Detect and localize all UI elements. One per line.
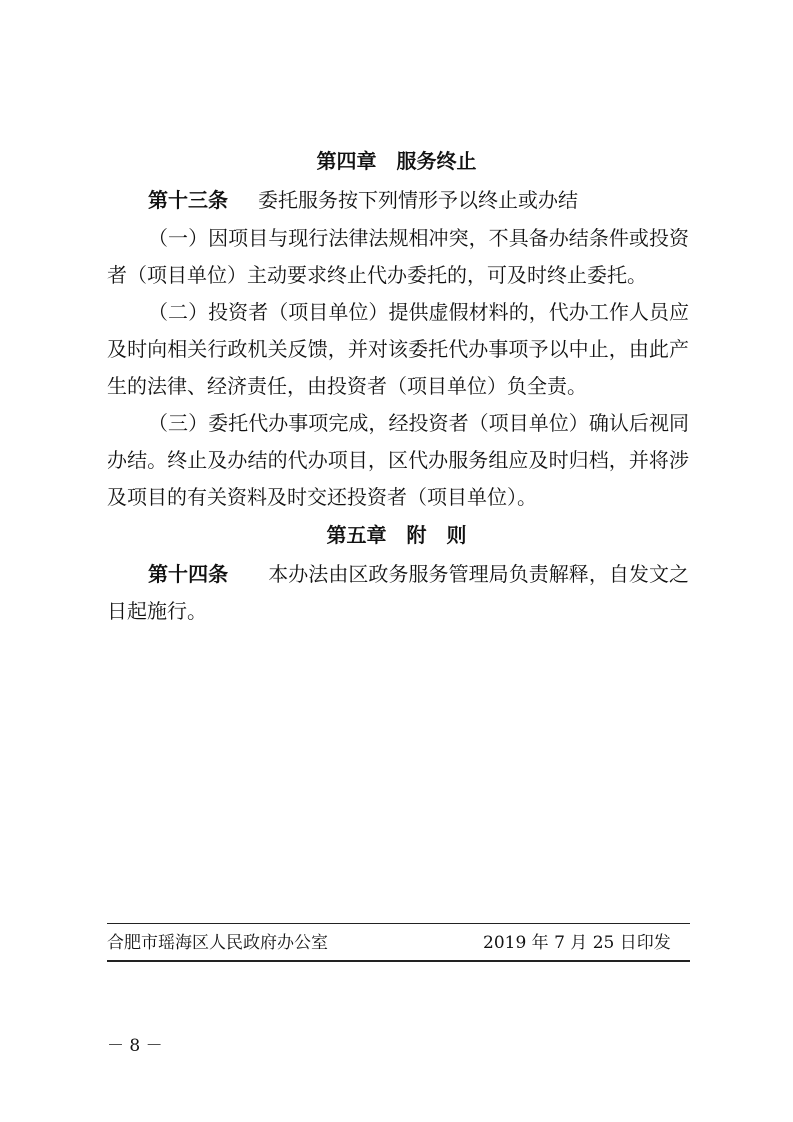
- article-13-item-1: （一）因项目与现行法律法规相冲突，不具备办结条件或投资者（项目单位）主动要求终止代办委托的，可及时终止委托。: [107, 226, 689, 287]
- footer-date: 2019 年 7 月 25 日印发: [483, 933, 671, 953]
- footer-issuer: 合肥市瑶海区人民政府办公室: [107, 933, 328, 953]
- chapter-4-heading: 第四章 服务终止: [316, 149, 477, 173]
- footer-bottom-rule: [107, 960, 690, 962]
- article-13-text: 委托服务按下列情形予以终止或办结: [258, 188, 578, 212]
- page-number: － 8 －: [107, 1036, 163, 1056]
- article-14-label: 第十四条: [148, 562, 229, 586]
- article-13-item-3: （三）委托代办事项完成，经投资者（项目单位）确认后视同办结。终止及办结的代办项目，区代办服务组应及时归档，并将涉及项目的有关资料及时交还投资者（项目单位）。: [107, 411, 689, 509]
- article-13-label: 第十三条: [148, 188, 228, 212]
- article-14-text: 本办法由区政务服务管理局负责解释，自发文之日起施行。: [107, 562, 690, 623]
- footer-top-rule: [107, 923, 690, 924]
- article-13-paragraph: [107, 182, 689, 219]
- article-14-paragraph: [107, 556, 689, 630]
- article-13-item-2: （二）投资者（项目单位）提供虚假材料的，代办工作人员应及时向相关行政机关反馈，并对该委托代办事项予以中止，由此产生的法律、经济责任，由投资者（项目单位）负全责。: [107, 300, 689, 398]
- chapter-5-heading: 第五章 附 则: [326, 523, 467, 547]
